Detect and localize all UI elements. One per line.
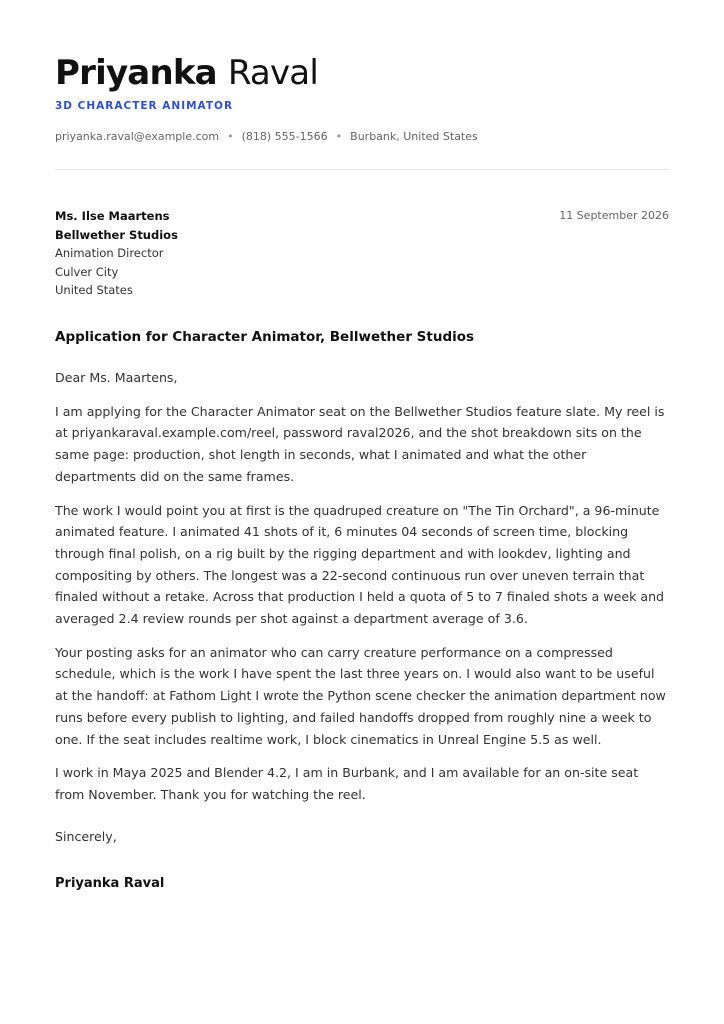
body-paragraph: I work in Maya 2025 and Blender 4.2, I am in Burbank, and I am available for an on-site seat from November. Thank you for watching the reel. (55, 765, 639, 802)
applicant-first-name: Priyanka (55, 53, 217, 93)
body-paragraph: I am applying for the Character Animator seat on the Bellwether Studios feature slate. My reel is at priyankaraval.example.com/reel, password raval2026, and the shot breakdown sits on the same page: production, shot length in seconds, what I animated and what the other departments did on the same frames. (55, 403, 665, 484)
applicant-name (55, 52, 669, 94)
letter-body (55, 367, 669, 818)
recipient-title: Animation Director (55, 246, 164, 261)
signature-name: Priyanka Raval (55, 876, 165, 891)
contact-email: priyanka.raval@example.com (55, 130, 220, 143)
contact-separator: • (227, 130, 234, 143)
contact-location: Burbank, United States (350, 130, 478, 143)
letter-date: 11 September 2026 (559, 209, 669, 222)
contact-line (55, 130, 669, 143)
salutation: Dear Ms. Maartens, (55, 370, 178, 385)
letter-subject: Application for Character Animator, Bellwether Studios (55, 329, 475, 345)
contact-phone: (818) 555-1566 (241, 130, 328, 143)
recipient-company: Bellwether Studios (55, 227, 178, 242)
recipient-block (55, 207, 178, 300)
body-paragraph: The work I would point you at first is the quadruped creature on "The Tin Orchard", a 96-minute animated feature. I animated 41 shots of it, 6 minutes 04 seconds of screen time, blocking through final polish, on a rig built by the rigging department and with lookdev, lighting and compositing by others. The longest was a 22-second continuous run over uneven terrain that finaled without a retake. Across that production I held a quota of 5 to 7 finaled shots a week and averaged 2.4 review rounds per shot against a department average of 3.6. (55, 502, 665, 627)
recipient-name: Ms. Ilse Maartens (55, 209, 170, 223)
applicant-last-name: Raval (227, 53, 318, 93)
letter-header (55, 52, 669, 143)
recipient-city: Culver City (55, 264, 119, 279)
applicant-role: 3D CHARACTER ANIMATOR (55, 100, 234, 112)
closing: Sincerely, (55, 829, 117, 844)
recipient-country: United States (55, 283, 133, 298)
contact-separator: • (335, 130, 343, 143)
body-paragraph: Your posting asks for an animator who can carry creature performance on a compressed schedule, which is the work I have spent the last three years on. I would also want to be useful at the handoff: at Fathom Light I wrote the Python scene checker the animation department now runs before every publish to lighting, and failed handoffs dropped from roughly nine a week to one. If the seat includes realtime work, I block cinematics in Unreal Engine 5.5 as well. (55, 644, 666, 747)
header-divider (55, 169, 669, 170)
